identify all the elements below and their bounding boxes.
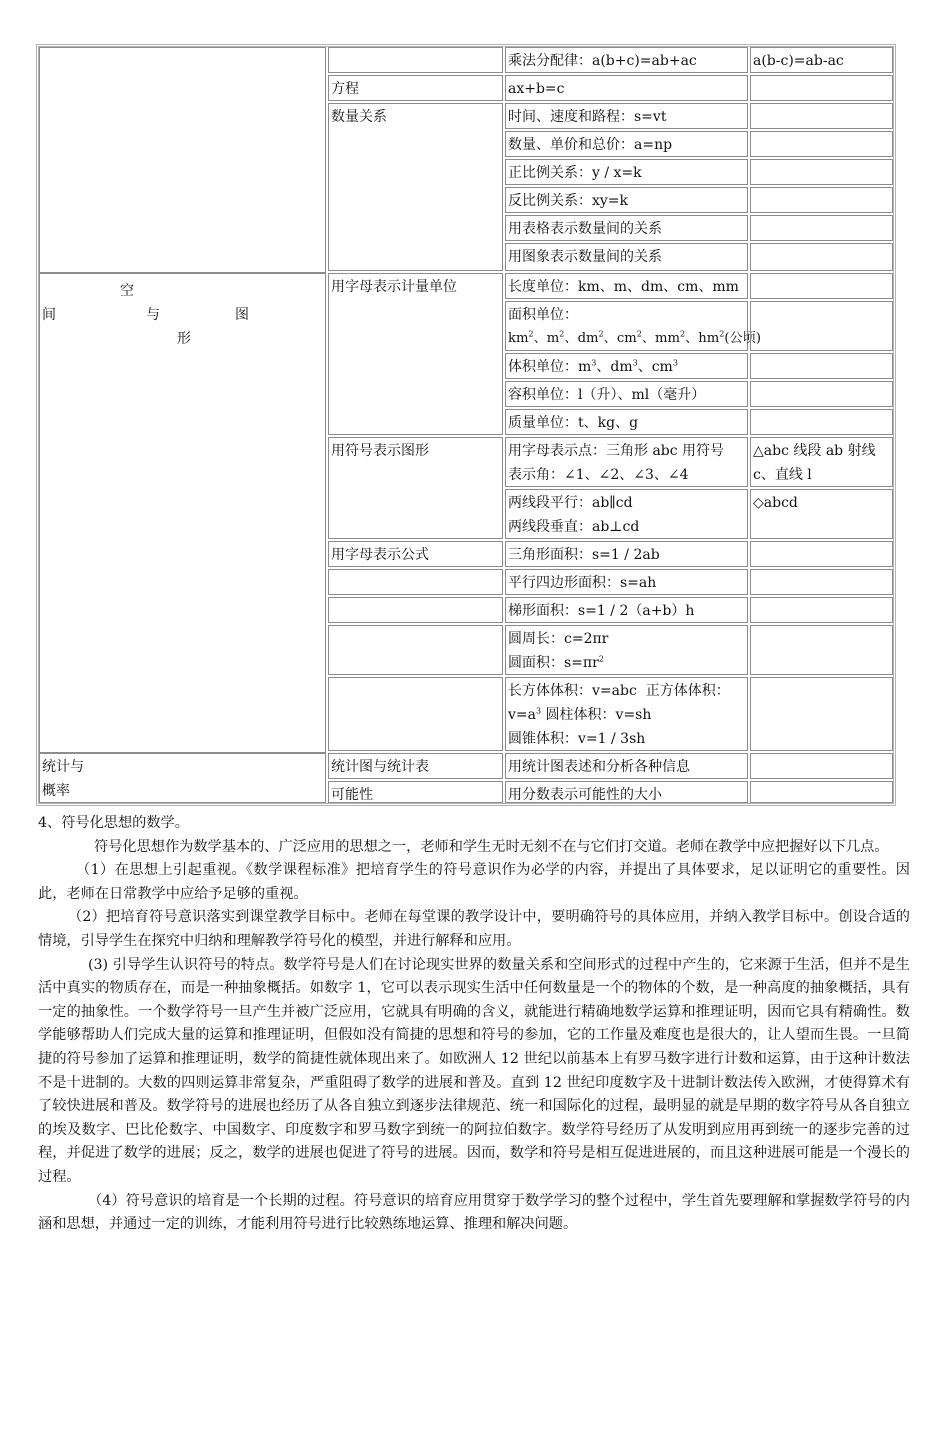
- content-line: $v=a^3$ 圆柱体积：v=sh: [508, 706, 652, 723]
- table-cell-category-number-algebra: [39, 47, 326, 273]
- table-cell-example: [750, 103, 893, 129]
- category-char: 间: [42, 307, 56, 323]
- example-line: △abc 线段 ab 射线: [753, 443, 876, 459]
- paragraph-point-4: （4）符号意识的培育是一个长期的过程。符号意识的培育应用贯穿于数学学习的整个过程中，学生首先要理解和掌握数学符号的内涵和思想，并通过一定的训练，才能利用符号进行比较熟练地运算、推理和解决问题。: [38, 1192, 910, 1233]
- table-cell-example: [750, 381, 893, 407]
- table-cell-category-space-shape: [39, 273, 326, 753]
- table-cell-topic: 用符号表示图形: [328, 437, 503, 539]
- table-cell-example: [750, 243, 893, 271]
- table-cell-example: [750, 597, 893, 623]
- category-char: 形: [177, 331, 191, 347]
- table-cell-topic: [328, 597, 503, 623]
- table-cell-example: a(b-c)=ab-ac: [750, 47, 893, 73]
- table-cell-example: [750, 409, 893, 435]
- paragraph-point-1: （1）在思想上引起重视。《数学课程标准》把培育学生的符号意识作为必学的内容，并提出了具体要求，足以证明它的重要性。因此，老师在日常教学中应给予足够的重视。: [38, 862, 910, 902]
- table-cell-topic: 数量关系: [328, 103, 503, 271]
- table-cell-topic: [328, 625, 503, 675]
- table-cell-content: 用表格表示数量间的关系: [505, 215, 748, 241]
- content-line: 圆周长：c=2πr: [508, 631, 609, 647]
- content-line: 面积单位：: [508, 307, 578, 323]
- table-cell-example: [750, 677, 893, 751]
- table-cell-topic: 方程: [328, 75, 503, 101]
- table-cell-example: [750, 75, 893, 101]
- table-cell-example: [750, 131, 893, 157]
- table-cell-topic: 用字母表示计量单位: [328, 273, 503, 435]
- table-cell-content: 乘法分配律：a(b+c)=ab+ac: [505, 47, 748, 73]
- table-cell-example: [750, 159, 893, 185]
- table-cell-content: [505, 625, 748, 675]
- table-cell-content: 三角形面积：s=1 / 2ab: [505, 541, 748, 567]
- table-cell-content: 容积单位：l（升）、ml（毫升）: [505, 381, 748, 407]
- math-symbol-table: [36, 44, 896, 806]
- category-char: 空: [120, 283, 134, 299]
- table-cell-content: 梯形面积：s=1 / 2（a+b）h: [505, 597, 748, 623]
- table-cell-content: 用图象表示数量间的关系: [505, 243, 748, 271]
- paragraph-point-2: （2）把培育符号意识落实到课堂教学目标中。老师在每堂课的教学设计中，要明确符号的具体应用，并纳入教学目标中。创设合适的情境，引导学生在探究中归纳和理解教学符号化的模型，并进行解释和应用。: [38, 909, 910, 949]
- content-line: 长方体体积：v=abc 正方体体积：: [508, 683, 730, 699]
- table-cell-topic: 用字母表示公式: [328, 541, 503, 567]
- table-cell-content: [505, 489, 748, 539]
- category-line: 统计与: [42, 759, 84, 775]
- content-line: 表示角：∠1、∠2、∠3、∠4: [508, 467, 689, 483]
- table-cell-content: 质量单位：t、kg、g: [505, 409, 748, 435]
- table-cell-example: ◇abcd: [750, 489, 893, 539]
- table-cell-content: [505, 677, 748, 751]
- document-body: [38, 812, 910, 1237]
- paragraph-point-3: (3) 引导学生认识符号的特点。数学符号是人们在讨论现实世界的数量关系和空间形式的过程中产生的，它来源于生活，但并不是生活中真实的物质存在，而是一种抽象概括。如数字 1，它可以表示现实生活中任何数量是一个的物体的个数，是一种高度的抽象概括，具有一定的抽象性。一个数学符号一旦产生并被广泛应用，它就具有明确的含义，就能进行精确地数学运算和推理证明，因而它具有精确性。数学能够帮助人们完成大量的运算和推理证明，但假如没有简捷的思想和符号的参加，它的工作量及难度也是很大的，让人望而生畏。一旦简捷的符号参加了运算和推理证明，数学的简捷性就体现出来了。如欧洲人 12 世纪以前基本上有罗马数字进行计数和运算，由于这种计数法不是十进制的。大数的四则运算非常复杂，严重阻碍了数学的进展和普及。直到 12 世纪印度数字及十进制计数法传入欧洲，才使得算术有了较快进展和普及。数学符号的进展也经历了从各自独立到逐步法律规范、统一和国际化的过程，最明显的就是早期的数字符号从各自独立的埃及数字、巴比伦数字、中国数字、印度数字和罗马数字到统一的阿拉伯数字。数学符号经历了从发明到应用再到统一的逐步完善的过程，并促进了数学的进展；反之，数学的进展也促进了符号的进展。因而，数学和符号是相互促进进展的，而且这种进展可能是一个漫长的过程。: [38, 956, 910, 1185]
- table-cell-example: [750, 353, 893, 379]
- table-cell-example: [750, 187, 893, 213]
- table-cell-category-statistics: [39, 753, 326, 803]
- section-heading: 4、符号化思想的数学。: [38, 815, 189, 831]
- content-line: 用字母表示点：三角形 abc 用符号: [508, 443, 725, 459]
- table-cell-topic: 统计图与统计表: [328, 753, 503, 779]
- table-cell-example: [750, 753, 893, 779]
- content-line: 圆锥体积：v=1 / 3sh: [508, 731, 646, 747]
- table-cell-content: ax+b=c: [505, 75, 748, 101]
- example-line: c、直线 l: [753, 467, 812, 483]
- category-line: 概率: [42, 783, 70, 799]
- table-cell-content: 用统计图表述和分析各种信息: [505, 753, 748, 779]
- table-cell-content: 用分数表示可能性的大小: [505, 781, 748, 803]
- table-cell-example: [750, 781, 893, 803]
- table-cell-content: 体积单位：$m^3$、$dm^3$、$cm^3$: [505, 353, 748, 379]
- table-cell-content: 反比例关系：xy=k: [505, 187, 748, 213]
- table-cell-example: [750, 273, 893, 299]
- table-cell-topic: [328, 569, 503, 595]
- category-char: 图: [235, 307, 249, 323]
- table-cell-example: [750, 301, 893, 351]
- table-cell-content: 时间、速度和路程：s=vt: [505, 103, 748, 129]
- content-line: 两线段垂直：ab⊥cd: [508, 519, 640, 535]
- table-cell-example: [750, 625, 893, 675]
- content-line: $km^2$、$m^2$、$dm^2$、$cm^2$、$mm^2$、$hm^2$(公顷): [508, 329, 762, 346]
- table-cell-topic: [328, 47, 503, 73]
- content-line: 两线段平行：ab∥cd: [508, 495, 633, 511]
- table-cell-content: [505, 437, 748, 487]
- table-cell-content: [505, 301, 762, 351]
- table-cell-example: [750, 569, 893, 595]
- table-cell-topic: [328, 677, 503, 751]
- table-cell-topic: 可能性: [328, 781, 503, 803]
- table-cell-example: [750, 215, 893, 241]
- content-line: 圆面积：$s=\pi r^2$: [508, 654, 604, 671]
- table-cell-content: 平行四边形面积：s=ah: [505, 569, 748, 595]
- table-cell-content: 数量、单价和总价：a=np: [505, 131, 748, 157]
- paragraph-intro: 符号化思想作为数学基本的、广泛应用的思想之一，老师和学生无时无刻不在与它们打交道。老师在教学中应把握好以下几点。: [94, 838, 889, 855]
- table-cell-example: [750, 541, 893, 567]
- table-cell-content: 长度单位：km、m、dm、cm、mm: [505, 273, 748, 299]
- table-cell-content: 正比例关系：y / x=k: [505, 159, 748, 185]
- table-cell-example: [750, 437, 893, 487]
- category-char: 与: [146, 307, 160, 323]
